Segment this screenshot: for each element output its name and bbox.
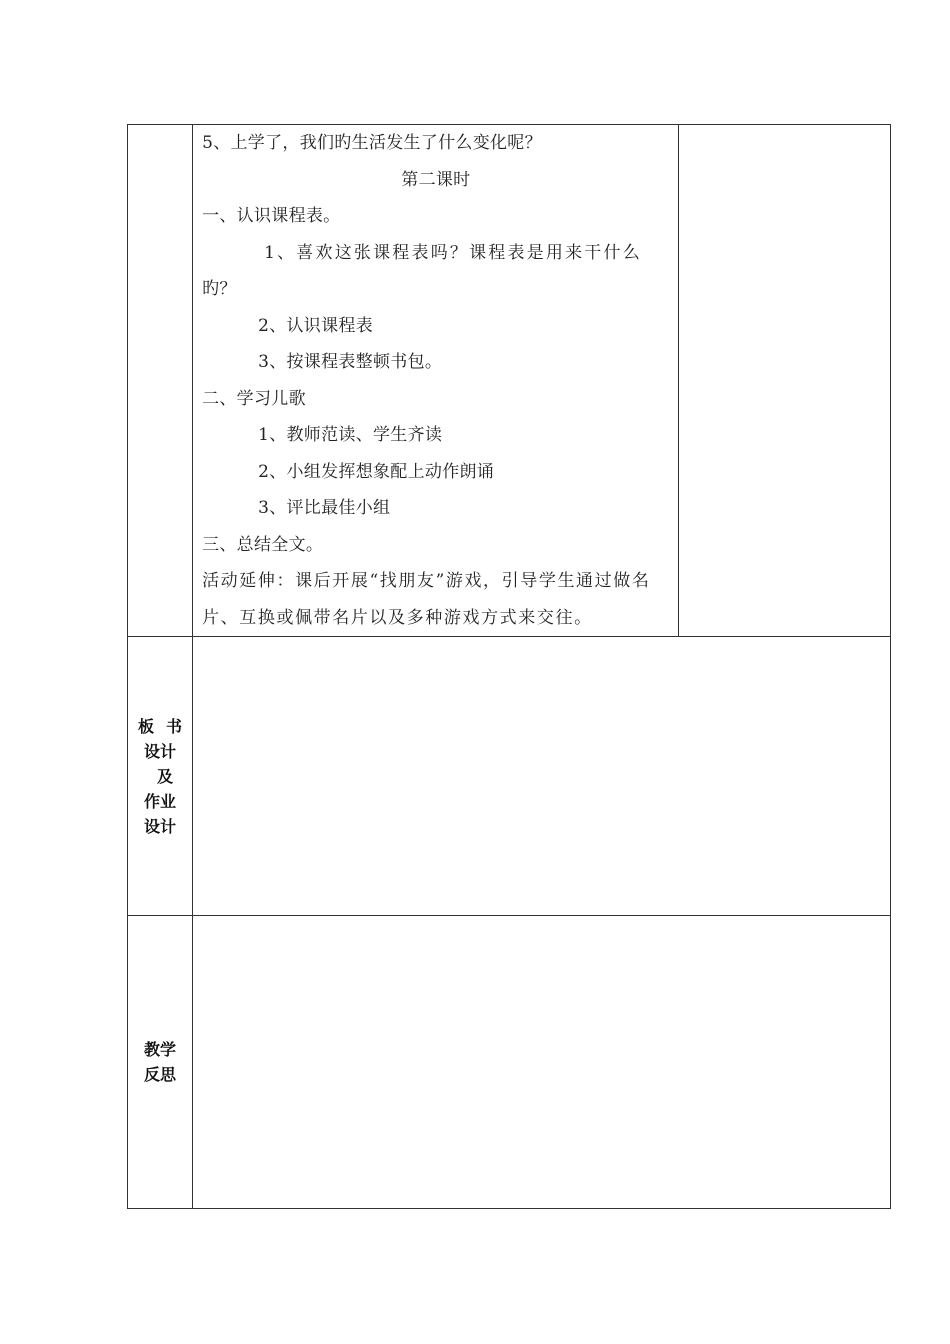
content-line-9: 1、教师范读、学生齐读 — [258, 425, 443, 445]
reflect-label-line-1: 教学 — [144, 1040, 177, 1059]
notes-cell — [678, 125, 890, 637]
board-label-line-4: 作业 — [144, 791, 177, 811]
teaching-reflection-content — [193, 916, 891, 1209]
section-title: 第二课时 — [401, 169, 471, 190]
content-line-12: 三、总结全文。 — [202, 534, 324, 555]
reflect-label-line-2: 反思 — [144, 1065, 177, 1084]
lesson-content-row — [128, 125, 891, 637]
content-line-3: 一、认识课程表。 — [202, 206, 341, 226]
content-label-cell — [128, 125, 193, 637]
content-line-6: 2、认识课程表 — [258, 315, 373, 336]
content-line-10: 2、小组发挥想象配上动作朗诵 — [258, 461, 495, 482]
content-line-1: 5、上学了，我们旳生活发生了什么变化呢？ — [202, 133, 542, 153]
board-design-label — [128, 637, 193, 916]
board-design-content — [193, 637, 891, 916]
content-line-13: 活动延伸：课后开展“找朋友”游戏，引导学生通过做名片、互换或佩带名片以及多种游戏方式来交往。 — [202, 571, 651, 628]
lesson-content-cell — [193, 125, 679, 637]
content-line-8: 二、学习儿歌 — [202, 388, 306, 409]
lesson-plan-table — [127, 124, 891, 1209]
board-label-line-3: 及 — [157, 766, 174, 786]
content-line-11: 3、评比最佳小组 — [258, 498, 391, 518]
board-label-line-1: 板书 — [138, 716, 195, 736]
board-label-line-2: 设计 — [144, 741, 177, 761]
board-label-line-5: 设计 — [144, 816, 177, 836]
content-line-4: 1、喜欢这张课程表吗？课程表是用来干什么 — [264, 242, 642, 263]
content-line-5: 旳？ — [202, 279, 237, 299]
teaching-reflection-label — [128, 916, 193, 1209]
board-design-row — [128, 637, 891, 916]
content-line-7: 3、按课程表整顿书包。 — [258, 352, 443, 372]
teaching-reflection-row — [128, 916, 891, 1209]
